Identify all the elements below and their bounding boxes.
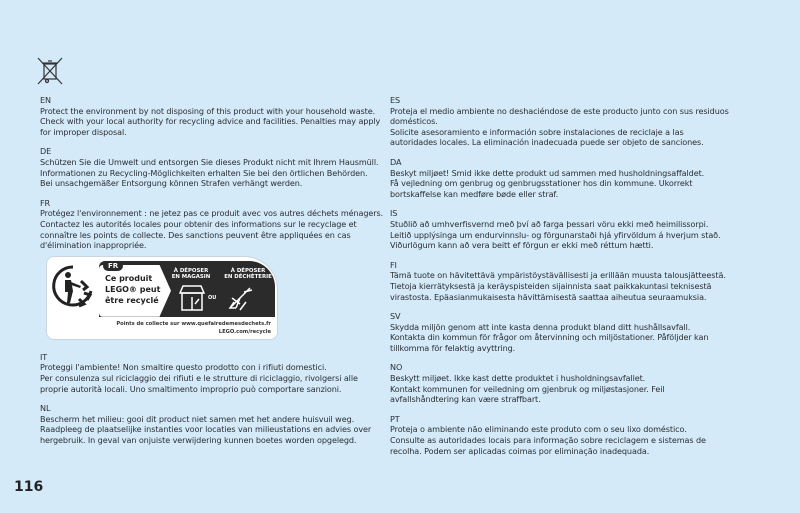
- text-line: domésticos.: [390, 116, 438, 127]
- recycling-center-icon: [226, 284, 254, 312]
- text-line: Få vejledning om genbrug og genbrugsstationer hos din kommune. Ukorrekt: [390, 178, 693, 189]
- option-line: À DÉPOSER: [173, 267, 209, 274]
- text-line: Stuðlið að umhverfisvernd með því að farga þessari vöru ekki með heimilissorpi.: [390, 218, 709, 229]
- section-no: [390, 362, 740, 404]
- option-line: EN DÉCHÈTERIE: [224, 274, 272, 281]
- text-line: Proteja o ambiente não eliminando este produto com o seu lixo doméstico.: [390, 424, 687, 435]
- text-line: avfallshåndtering kan være straffbart.: [390, 394, 541, 405]
- text-line: autoridades locales. La eliminación inadecuada puede ser objeto de sanciones.: [390, 137, 704, 148]
- text-line: Tietoja kierrätyksestä ja keräyspisteiden sijainnista saat paikkakuntasi teknisestä: [390, 280, 712, 291]
- text-line: Raadpleeg de plaatselijke instanties voor locaties van milieustations en advies over: [40, 424, 372, 435]
- section-en: [40, 95, 390, 137]
- text-line: Schützen Sie die Umwelt und entsorgen Sie dieses Produkt nicht mit Ihrem Hausmüll.: [40, 156, 379, 167]
- option-line: À DÉPOSER: [230, 267, 266, 274]
- text-line: Contactez les autorités locales pour obtenir des informations sur le recyclage et: [40, 218, 357, 229]
- option-dechetterie: [221, 268, 275, 281]
- crossed-out-wheelie-bin-icon: [36, 56, 64, 86]
- section-fr: [40, 198, 390, 251]
- language-code: DA: [390, 156, 402, 167]
- product-text: [105, 273, 160, 306]
- page-number: 116: [14, 479, 44, 495]
- right-column: [390, 95, 740, 465]
- text-line: hergebruik. In geval van onjuiste verwijdering kunnen boetes worden opgelegd.: [40, 434, 357, 445]
- text-line: bortskaffelse kan medføre bøde eller straf.: [390, 188, 559, 199]
- product-line: Ce produit: [105, 273, 153, 283]
- section-da: [390, 157, 740, 199]
- language-code: PT: [390, 413, 400, 424]
- shop-icon: [178, 284, 206, 312]
- triman-recycling-icon: [51, 263, 95, 309]
- section-it: [40, 352, 390, 394]
- text-line: Proteggi l'ambiente! Non smaltire questo prodotto con i rifiuti domestici.: [40, 362, 327, 373]
- text-line: connaître les points de collecte. Des sanctions peuvent être appliquées en cas: [40, 229, 351, 240]
- or-label: OU: [208, 294, 217, 301]
- text-line: Consulte as autoridades locais para informação sobre reciclagem e sistemas de: [390, 435, 706, 446]
- text-line: Skydda miljön genom att inte kasta denna produkt bland ditt hushållsavfall.: [390, 321, 691, 332]
- text-line: Tämä tuote on hävitettävä ympäristöystävällisesti ja erillään muusta talousjätteestä.: [390, 270, 726, 281]
- product-line: LEGO® peut: [105, 284, 161, 294]
- section-nl: [40, 403, 390, 445]
- country-tag: FR: [103, 261, 123, 271]
- language-code: ES: [390, 95, 401, 105]
- text-line: Check with your local authority for recycling advice and facilities. Penalties may apply: [40, 116, 381, 127]
- collection-points-text: Points de collecte sur www.quefairedemesdechets.fr: [116, 320, 271, 327]
- collection-info: [116, 320, 271, 336]
- text-line: tillkomma för felaktig avyttring.: [390, 342, 516, 353]
- product-line: être recyclé: [105, 295, 159, 305]
- section-es: [390, 95, 740, 148]
- recycle-link: LEGO.com/recycle: [218, 328, 271, 335]
- section-fi: [390, 260, 740, 302]
- text-line: Proteja el medio ambiente no deshaciéndose de este producto junto con sus residuos: [390, 105, 729, 116]
- text-line: Protect the environment by not disposing of this product with your household waste.: [40, 105, 376, 116]
- text-line: Viðurlögum kann að vera beitt ef förgun er ekki með réttum hætti.: [390, 240, 654, 251]
- language-code: DE: [40, 146, 52, 157]
- text-line: Protégez l'environnement : ne jetez pas ce produit avec vos autres déchets ménagers.: [40, 208, 384, 219]
- section-pt: [390, 414, 740, 456]
- language-code: FR: [40, 197, 51, 208]
- text-line: Bei unsachgemäßer Entsorgung können Strafen verhängt werden.: [40, 178, 303, 189]
- language-code: IS: [390, 208, 398, 219]
- text-line: proprie autorità locali. Uno smaltimento improprio può comportare sanzioni.: [40, 383, 342, 394]
- language-code: SV: [390, 311, 401, 322]
- language-code: FI: [390, 259, 397, 270]
- language-code: NO: [390, 362, 403, 373]
- option-store: [171, 268, 211, 281]
- text-line: d'élimination inappropriée.: [40, 240, 147, 251]
- text-line: Beskytt miljøet. Ikke kast dette produktet i husholdningsavfallet.: [390, 373, 646, 384]
- text-line: Solicite asesoramiento e información sobre instalaciones de reciclaje a las: [390, 126, 684, 137]
- language-code: NL: [40, 403, 51, 414]
- section-de: [40, 146, 390, 188]
- section-sv: [390, 311, 740, 353]
- triman-recycling-badge: [46, 256, 278, 340]
- left-column: [40, 95, 390, 454]
- text-line: Informationen zu Recycling-Möglichkeiten erhalten Sie bei den örtlichen Behörden.: [40, 167, 368, 178]
- text-line: recolha. Podem ser aplicadas coimas por eliminação inadequada.: [390, 445, 650, 456]
- text-line: Kontakt kommunen for veiledning om gjenbruk og miljøstasjoner. Feil: [390, 383, 665, 394]
- section-is: [390, 208, 740, 250]
- option-line: EN MAGASIN: [171, 274, 211, 281]
- text-line: Per consulenza sul riciclaggio dei rifiuti e le strutture di riciclaggio, rivolgersi alle: [40, 372, 358, 383]
- text-line: for improper disposal.: [40, 126, 127, 137]
- text-line: Beskyt miljøet! Smid ikke dette produkt ud sammen med husholdningsaffaldet.: [390, 167, 705, 178]
- text-line: Leitið upplýsinga um endurvinnslu- og förgunarstaði hjá yfirvöldum á hverjum stað.: [390, 229, 721, 240]
- language-code: EN: [40, 95, 51, 105]
- text-line: Bescherm het milieu: gooi dit product niet samen met het andere huisvuil weg.: [40, 413, 355, 424]
- language-code: IT: [40, 351, 48, 362]
- text-line: Kontakta din kommun för frågor om återvinning och miljöstationer. Påföljder kan: [390, 332, 709, 343]
- text-line: virastosta. Epäasianmukaisesta hävittämisestä saattaa aiheutua seuraamuksia.: [390, 291, 707, 302]
